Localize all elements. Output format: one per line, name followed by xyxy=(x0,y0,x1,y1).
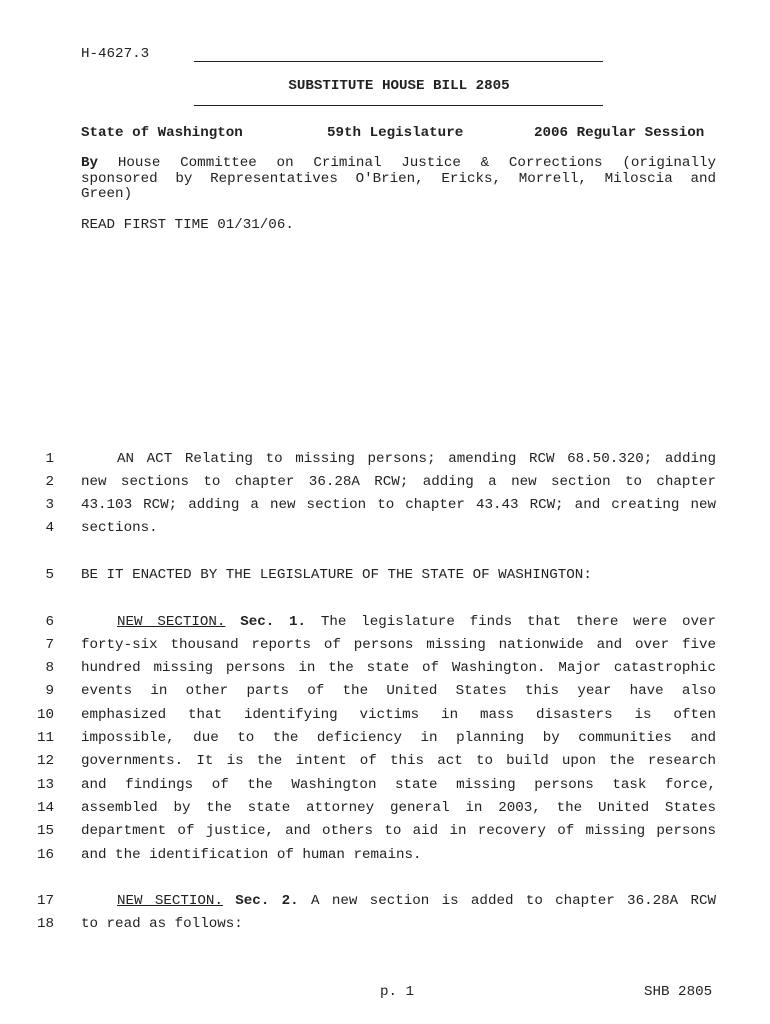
body-line: and the identification of human remains. xyxy=(81,847,422,863)
new-section-label: NEW SECTION. xyxy=(117,893,223,909)
body-line: department of justice, and others to aid in recovery of missing persons xyxy=(81,823,716,839)
body-line: assembled by the state attorney general in 2003, the United States xyxy=(81,800,716,816)
body-line: AN ACT Relating to missing persons; amending RCW 68.50.320; adding xyxy=(117,451,716,467)
sponsor-line-3: Green) xyxy=(81,186,133,202)
section-number: Sec. 1. xyxy=(240,614,307,630)
line-number: 9 xyxy=(45,683,54,699)
sponsor-text-1: House Committee on Criminal Justice & Corrections (originally xyxy=(117,155,716,171)
body-line: emphasized that identifying victims in mass disasters is often xyxy=(81,707,716,723)
session-name: 2006 Regular Session xyxy=(534,125,705,141)
body-line: governments. It is the intent of this act to build upon the research xyxy=(81,753,716,769)
header-rule-bottom xyxy=(194,105,603,106)
bill-title: SUBSTITUTE HOUSE BILL 2805 xyxy=(288,78,510,94)
by-label: By xyxy=(81,155,99,171)
body-line: 43.103 RCW; adding a new section to chapter 43.43 RCW; and creating new xyxy=(81,497,716,513)
header-rule-top xyxy=(194,61,603,62)
line-number: 2 xyxy=(45,474,54,490)
body-line: new sections to chapter 36.28A RCW; adding a new section to chapter xyxy=(81,474,716,490)
body-line: hundred missing persons in the state of Washington. Major catastrophic xyxy=(81,660,716,676)
new-section-label: NEW SECTION. xyxy=(117,614,226,630)
line-number: 18 xyxy=(36,916,54,932)
line-number: 13 xyxy=(36,777,54,793)
body-line: and findings of the Washington state missing persons task force, xyxy=(81,777,716,793)
line-number: 5 xyxy=(45,567,54,583)
line-number: 4 xyxy=(45,520,54,536)
line-number: 11 xyxy=(36,730,54,746)
line-number: 16 xyxy=(36,847,54,863)
document-code: H-4627.3 xyxy=(81,46,150,62)
line-number: 6 xyxy=(45,614,54,630)
body-line: events in other parts of the United States this year have also xyxy=(81,683,716,699)
footer-bill-code: SHB 2805 xyxy=(644,984,713,1000)
body-line: BE IT ENACTED BY THE LEGISLATURE OF THE STATE OF WASHINGTON: xyxy=(81,567,592,583)
body-line: impossible, due to the deficiency in planning by communities and xyxy=(81,730,716,746)
line-number: 8 xyxy=(45,660,54,676)
section-text: A new section is added to chapter 36.28A RCW xyxy=(311,893,716,909)
line-number: 17 xyxy=(36,893,54,909)
body-line: to read as follows: xyxy=(81,916,243,932)
line-number: 10 xyxy=(36,707,54,723)
section-number: Sec. 2. xyxy=(235,893,299,909)
body-line xyxy=(81,891,716,911)
body-line: sections. xyxy=(81,520,158,536)
section-text: The legislature finds that there were over xyxy=(320,614,716,630)
line-number: 1 xyxy=(45,451,54,467)
state-name: State of Washington xyxy=(81,125,243,141)
page-number: p. 1 xyxy=(380,984,415,1000)
sponsor-line-2: sponsored by Representatives O'Brien, Ericks, Morrell, Miloscia and xyxy=(81,171,716,187)
legislature-name: 59th Legislature xyxy=(327,125,464,141)
line-number: 7 xyxy=(45,637,54,653)
line-number: 12 xyxy=(36,753,54,769)
line-number: 3 xyxy=(45,497,54,513)
body-line xyxy=(81,612,716,632)
read-first-time: READ FIRST TIME 01/31/06. xyxy=(81,217,294,233)
body-line: forty-six thousand reports of persons missing nationwide and over five xyxy=(81,637,716,653)
line-number: 14 xyxy=(36,800,54,816)
line-number: 15 xyxy=(36,823,54,839)
